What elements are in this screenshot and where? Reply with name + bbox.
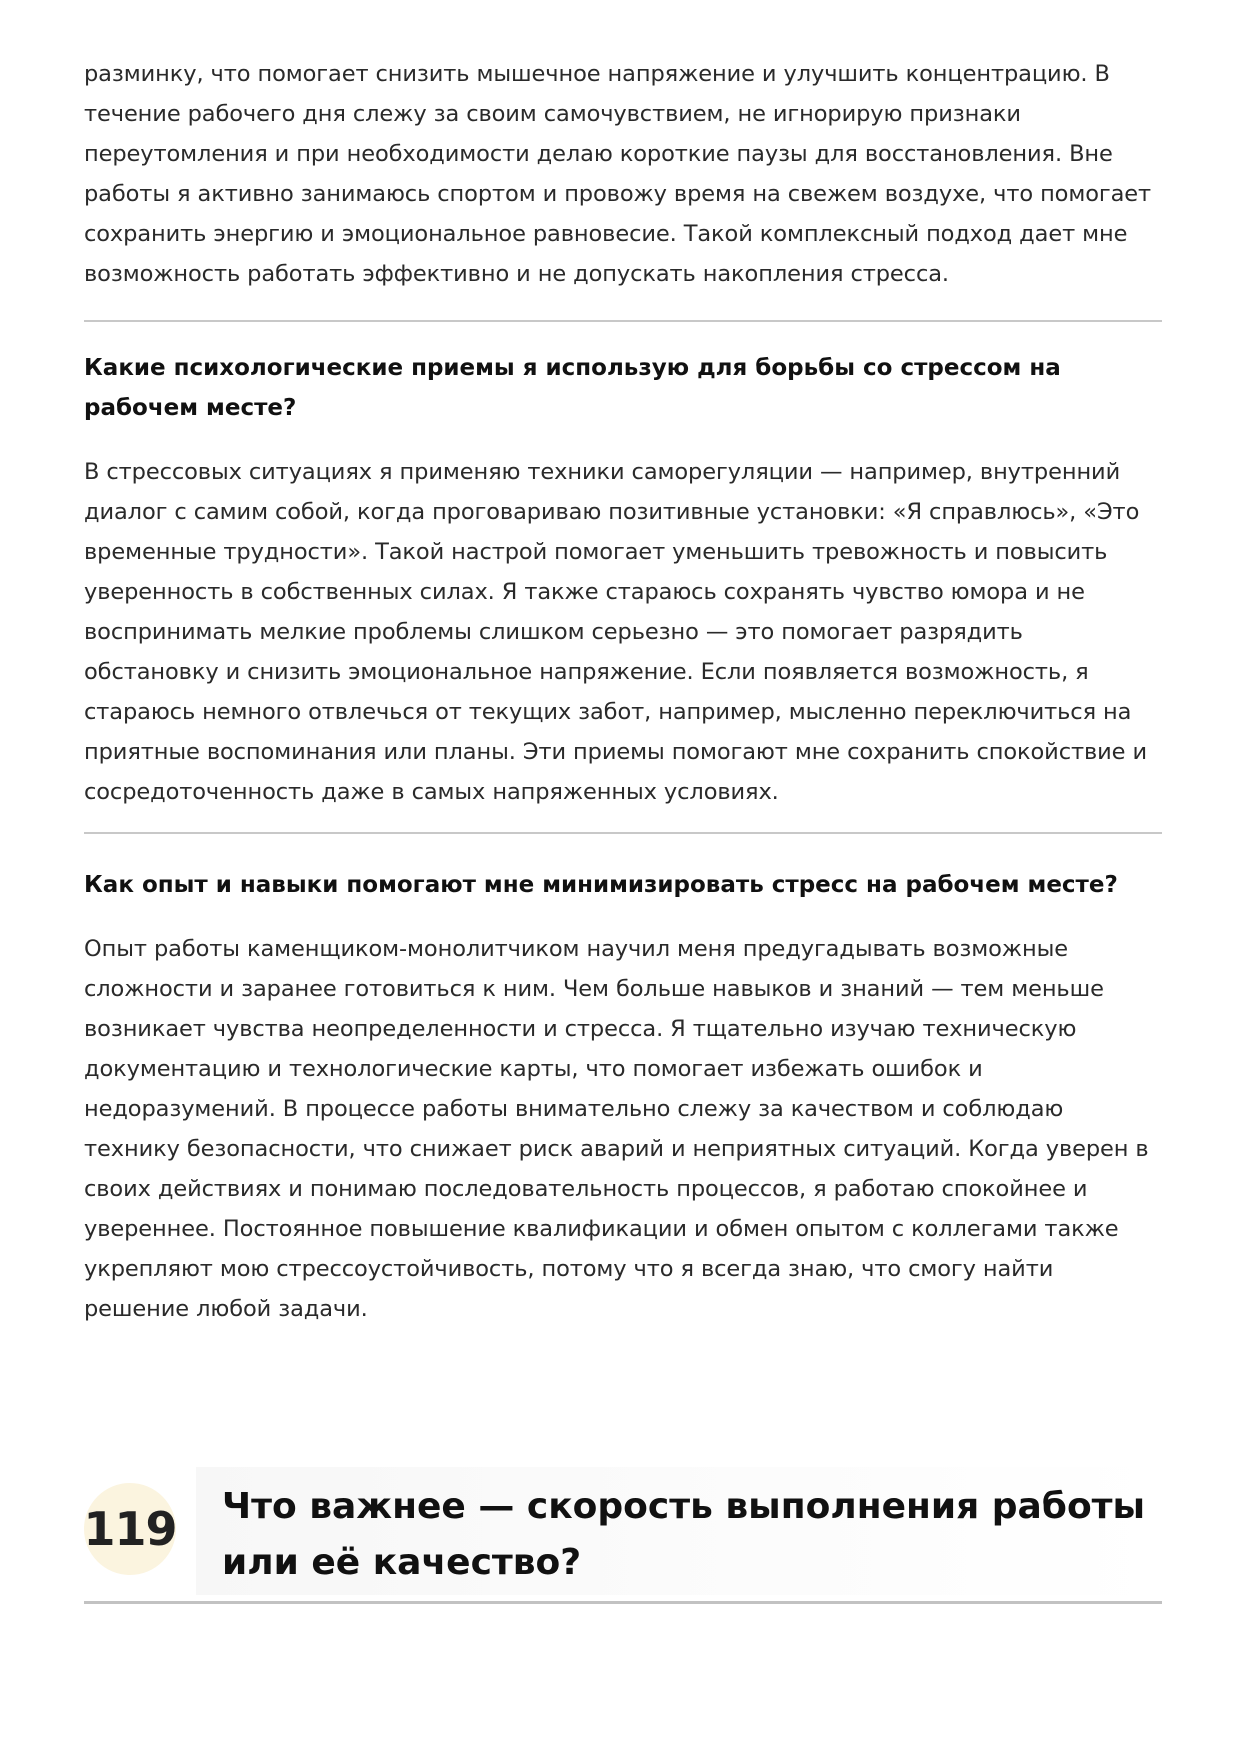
- question-heading: Какие психологические приемы я использую для борьбы со стрессом на рабочем месте?: [84, 355, 1061, 421]
- chapter-title: Что важнее — скорость выполнения работы или её качество?: [222, 1486, 1146, 1583]
- intro-paragraph: разминку, что помогает снизить мышечное напряжение и улучшить концентрацию. В течение рабочего дня слежу за своим самочувствием, не игнорирую признаки переутомления и при необходимости делаю короткие паузы для восстановления. Вне работы я активно занимаюсь спортом и провожу время на свежем воздухе, что помогает сохранить энергию и эмоциональное равновесие. Такой комплексный подход дает мне возможность работать эффективно и не допускать накопления стресса.: [84, 61, 1152, 287]
- chapter-header: [84, 1467, 1162, 1623]
- qa-section-2: [84, 865, 1162, 1329]
- answer-paragraph: В стрессовых ситуациях я применяю техники саморегуляции — например, внутренний диалог с самим собой, когда проговариваю позитивные установки: «Я справлюсь», «Это временные трудности». Такой настрой помогает уменьшить тревожность и повысить уверенность в собственных силах. Я также стараюсь сохранять чувство юмора и не воспринимать мелкие проблемы слишком серьезно — это помогает разрядить обстановку и снизить эмоциональное напряжение. Если появляется возможность, я стараюсь немного отвлечься от текущих забот, например, мысленно переключиться на приятные воспоминания или планы. Эти приемы помогают мне сохранить спокойствие и сосредоточенность даже в самых напряженных условиях.: [84, 459, 1147, 805]
- chapter-number-badge: 119: [84, 1483, 176, 1575]
- question-heading: Как опыт и навыки помогают мне минимизировать стресс на рабочем месте?: [84, 872, 1118, 898]
- intro-block: [84, 54, 1162, 294]
- section-divider: [84, 320, 1162, 322]
- qa-section-1: [84, 348, 1162, 812]
- answer-paragraph: Опыт работы каменщиком-монолитчиком научил меня предугадывать возможные сложности и заранее готовиться к ним. Чем больше навыков и знаний — тем меньше возникает чувства неопределенности и стресса. Я тщательно изучаю техническую документацию и технологические карты, что помогает избежать ошибок и недоразумений. В процессе работы внимательно слежу за качеством и соблюдаю технику безопасности, что снижает риск аварий и неприятных ситуаций. Когда уверен в своих действиях и понимаю последовательность процессов, я работаю спокойнее и увереннее. Постоянное повышение квалификации и обмен опытом с коллегами также укрепляют мою стрессоустойчивость, потому что я всегда знаю, что смогу найти решение любой задачи.: [84, 936, 1149, 1322]
- section-divider: [84, 832, 1162, 834]
- chapter-divider: [84, 1601, 1162, 1604]
